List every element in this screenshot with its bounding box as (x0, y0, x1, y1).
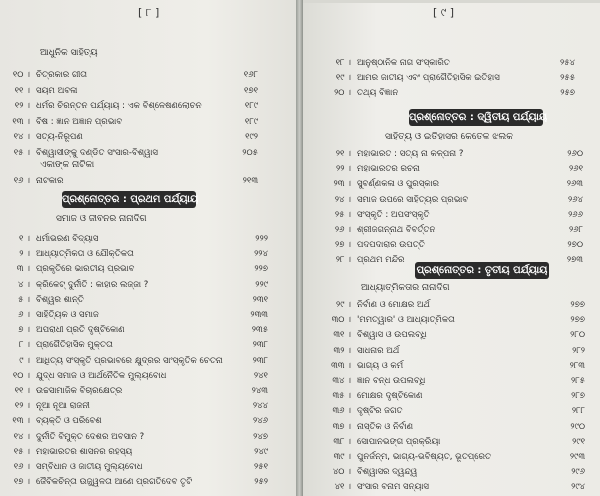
right-banner-1: ପ୍ରଶ୍ନୋତ୍ତର : ଦ୍ୱିତୀୟ ପର୍ଯ୍ୟାୟ (409, 109, 543, 126)
toc-entry-number: ୪୦ । (332, 467, 351, 478)
toc-entry-number: ୨୪ । (334, 194, 351, 205)
toc-entry-title: ଯୁଦ୍ଧ ସମାଜ ଓ ଆର୍ଥନୈତିକ ମୁଲ୍ୟବୋଧ (36, 370, 167, 381)
toc-entry-number: ୧୬ । (13, 176, 30, 186)
book-gutter (296, 0, 303, 496)
toc-entry (323, 208, 583, 222)
toc-entry-title: ନିର୍ବାଣ ଓ ମୋକ୍ଷର ଅର୍ଥ (357, 300, 430, 310)
toc-entry-number: ୩୬ । (332, 406, 351, 417)
toc-entry-title: ଜ୍ଞାନ ବନ୍ଧ ଉପଲବ୍ଧି (357, 376, 426, 386)
toc-entry (323, 480, 585, 494)
toc-entry-title: 'ମମତ୍ୱାର' ଓ ଆଧ୍ୟାତ୍ମିକତା (357, 315, 455, 326)
toc-entry (323, 344, 585, 358)
toc-entry-page: ୨୩୮ (252, 355, 268, 366)
toc-entry-page: ୨୭୩ (566, 255, 583, 266)
toc-entry-title: ମହାଭାରତର ଶାସନର ରହସ୍ୟ (36, 446, 133, 457)
toc-entry-number: ୩୯ । (333, 452, 351, 462)
toc-entry-page: ୧୮୯ (244, 116, 258, 127)
toc-entry-title: ସୋପାନଭଙ୍ଗ ପ୍ରକ୍ରିୟା (357, 436, 441, 447)
toc-entry-page: ୨୯୧ (572, 436, 585, 447)
toc-entry-page: ୨୪୪ (252, 401, 268, 412)
toc-entry-title: ପଦପଦାରାର ଉପତ୍ତି (357, 240, 425, 251)
toc-entry (2, 308, 268, 322)
toc-entry (2, 323, 268, 337)
toc-entry-page: ୨୪୧ (253, 370, 268, 381)
toc-entry (2, 460, 268, 474)
right-section-heading-2: ଆଧ୍ୟାତ୍ମିକତାର ନାନାଦିଗ (361, 283, 450, 293)
toc-entry-page: ୨୪୯ (254, 446, 268, 457)
left-section-heading-3: ସମାଜ ଓ ଜୀବନର ନାନାଦିଗ (56, 214, 147, 224)
toc-entry-title: ସତ୍ୟ-ନିରୂପଣ (36, 132, 83, 143)
toc-entry-number: ୩୧ । (333, 330, 351, 341)
toc-entry-number: ୨ । (19, 249, 30, 260)
toc-entry-title: ଆଧ୍ୟାତ୍ମିକତା ଓ ଯୌକ୍ତିକତା (36, 249, 134, 260)
toc-entry (2, 232, 268, 246)
toc-entry-number: ୧୬ । (13, 462, 30, 472)
toc-entry (2, 262, 268, 276)
toc-entry-number: ୨୯ । (336, 300, 351, 310)
toc-entry-number: ୨୭ । (335, 240, 351, 251)
toc-entry-page: ୨୭୭ (570, 315, 585, 326)
toc-entry-page: ୨୮୫ (571, 376, 585, 386)
toc-entry-number: ୨୮ । (335, 255, 351, 266)
toc-entry-title: ବିଶ୍ୱାସୀଙ୍କୁ ଦଣ୍ଡିତ ସଂସାର-ବିଶ୍ୱାସ (36, 148, 158, 158)
toc-entry-number: ୩୭ । (332, 421, 351, 432)
toc-entry (323, 238, 583, 252)
toc-entry-title: ନାଟକାର (36, 176, 64, 186)
toc-entry (323, 223, 583, 237)
toc-entry-page: ୨୮୦ (570, 330, 585, 341)
toc-entry (2, 445, 268, 459)
toc-entry-page: ୨୬୧ (569, 164, 583, 175)
toc-entry (323, 435, 585, 449)
toc-entry-title: ଆନୁଷ୍ଠାନିକ ନାଗ ସଂସ୍କାରିତ (357, 58, 450, 68)
toc-entry (323, 404, 585, 418)
toc-entry-title: ଜୈବିକଚିନ୍ତା ଉଜ୍ଜ୍ୱଳତା ଆଣେ ପ୍ରଗତିଦେବ ତୃଟି (36, 477, 193, 488)
toc-entry-page: ୨୭୭ (570, 300, 585, 310)
toc-entry (323, 450, 585, 464)
toc-entry-title: ସଂସ୍କୃତି : ଅପସଂସ୍କୃତି (357, 209, 430, 220)
toc-entry-title: ଶ୍ରୀଜଗନ୍ନାଥ ବିବର୍ତ୍ତନ (357, 225, 436, 235)
toc-entry-number: ୩ । (16, 264, 30, 275)
toc-entry (323, 177, 583, 191)
toc-entry-page: ୨୯୩ (569, 452, 585, 462)
toc-entry-page: ୨୯୦ (570, 421, 585, 432)
toc-entry-number: ୩୨ । (333, 345, 351, 356)
toc-entry-page: ୨୮୩ (569, 360, 585, 371)
toc-entry-page: ୨୬୬ (568, 209, 583, 220)
toc-entry-number: ୧୦ । (12, 70, 30, 80)
toc-entry-number: ୧୫ । (13, 148, 30, 158)
toc-entry (2, 130, 258, 144)
toc-entry (323, 389, 585, 403)
toc-entry-page: ୨୭୦ (567, 240, 583, 251)
toc-entry-title: ତଥ୍ୟ ବିଜ୍ଞାନ (357, 88, 399, 99)
toc-entry-page: ୧୮୯ (244, 101, 258, 112)
toc-entry-number: ୩୮ । (333, 436, 351, 447)
toc-entry-page: ୨୫୭ (560, 88, 575, 99)
right-banner-2: ପ୍ରଶ୍ନୋତ୍ତର : ତୃତୀୟ ପର୍ଯ୍ୟାୟ (415, 262, 549, 279)
toc-entry-number: ୨୩ । (333, 179, 351, 190)
toc-entry-number: ୩୪ । (332, 376, 351, 386)
toc-entry-number: ୧୩ । (12, 116, 30, 127)
toc-entry-number: ୨୨ । (336, 164, 351, 175)
toc-entry (323, 328, 585, 342)
toc-entry-number: ୮ । (19, 340, 30, 351)
toc-entry-number: ୨୬ । (334, 225, 351, 235)
toc-entry-title: ଆଧିତ୍ୟ ସଂସ୍କୃତି ପ୍ରଭାବରେ କ୍ଷୁଦ୍ରର ସାଂସ୍କୃତିକ ଚେତନା (36, 355, 223, 366)
toc-entry-page: ୨୨୭ (254, 264, 268, 275)
toc-entry-page: ୧୯୨ (245, 132, 258, 143)
toc-entry-title: ବିଶ୍ୱର ଶାନ୍ତି (36, 294, 84, 305)
toc-entry-number: ୧୨ । (14, 401, 30, 412)
toc-entry-title: ଆମର ଜାତୀୟ ଏବଂ ପ୍ରାଗୈତିହାସିକ ଇତିହାସ (357, 73, 500, 84)
toc-entry-page: ୨୫୪ (560, 58, 575, 68)
toc-entry-title: ମହାଭାରତ : ସତ୍ୟ ନା କଳ୍ପନା ? (357, 149, 464, 159)
toc-entry (323, 465, 585, 479)
toc-entry (2, 99, 258, 113)
toc-entry-title: ବିଷ : ଜ୍ଞାନ ଅଜ୍ଞାନ ପ୍ରଭାବ (36, 116, 123, 127)
toc-entry-number: ୩୦ । (331, 315, 351, 326)
toc-entry (2, 338, 268, 352)
toc-entry (323, 313, 585, 327)
toc-entry-number: ୫ । (18, 294, 30, 305)
toc-entry (323, 359, 585, 373)
toc-entry-number: ୧୫ । (13, 446, 30, 457)
left-page (0, 0, 296, 496)
toc-entry (2, 174, 258, 188)
toc-entry-page: ୨୩୮ (252, 340, 268, 351)
toc-entry-number: ୪୧ । (334, 482, 351, 493)
right-page (303, 0, 600, 496)
toc-entry-page: ୨୯୬ (571, 467, 585, 478)
toc-entry-page: ୨୫୫ (560, 73, 575, 84)
toc-entry (2, 115, 258, 129)
toc-entry-page: ୨୬୪ (567, 194, 583, 205)
toc-entry-number: ୧୨ । (14, 101, 30, 112)
toc-entry-page: ୨୩୧ (252, 294, 268, 305)
toc-entry-title: ମହାଭାରତର ରଚନା (357, 164, 420, 175)
toc-entry-title: ଧର୍ମାଭରଣ ବିଦ୍ୟାସ (36, 234, 99, 244)
toc-entry-number: ୬ । (18, 310, 30, 320)
toc-entry-number: ୧୭ । (13, 477, 30, 488)
toc-entry-page: ୨୧୩ (242, 176, 258, 186)
toc-entry-title: ବିଶ୍ୱାସର ଦ୍ୱନ୍ଦ୍ୱ (357, 467, 418, 478)
toc-entry-number: ୧୧ । (14, 386, 30, 396)
toc-entry-number: ୧୪ । (13, 132, 30, 143)
toc-entry-number: ୯ । (19, 355, 30, 366)
toc-entry-page: ୨୮୨ (572, 345, 585, 356)
toc-entry (323, 56, 575, 70)
toc-entry-number: ୧୪ । (13, 431, 30, 442)
toc-entry-number: ୭ । (18, 325, 30, 336)
toc-entry-page: ୨୨୯ (255, 279, 268, 290)
toc-entry-number: ୨୧ । (335, 149, 351, 159)
toc-entry-number: ୨୫ । (334, 209, 351, 220)
toc-entry-title: ବ୍ୟକ୍ତି ଓ ପରିବେଶ (36, 416, 102, 427)
left-section-heading-1: ଆଧୁନିକ ସାହିତ୍ୟ (40, 48, 98, 58)
toc-entry-number: ୧ । (19, 234, 30, 244)
toc-entry-number: ୩୩ । (331, 360, 351, 371)
toc-entry (323, 162, 583, 176)
toc-entry (323, 420, 585, 434)
toc-entry (323, 86, 575, 100)
right-page-number: [ ୯ ] (433, 6, 455, 19)
toc-entry (323, 374, 585, 388)
toc-entry (323, 193, 583, 207)
toc-entry (2, 414, 268, 428)
toc-entry-number: ୧୧ । (14, 85, 30, 96)
toc-entry-page: ୨୪୭ (253, 431, 268, 442)
toc-entry-page: ୨୬୦ (567, 149, 583, 159)
toc-entry (2, 399, 268, 413)
left-section-heading-2: ଏକାଙ୍କ ନାଟିକା (40, 160, 95, 170)
toc-entry-title: ଧର୍ମର ଚିରନ୍ତନ ପର୍ଯ୍ୟାୟ : ଏକ ବିଶ୍ଳେଷଣଲୋଚନ (36, 101, 202, 112)
toc-entry-title: ମୋକ୍ଷର ଦୃଷ୍ଟିକୋଣ (357, 391, 423, 402)
toc-entry-page: ୧୭୧ (243, 85, 258, 96)
right-section-heading-1: ସାହିତ୍ୟ ଓ ଇତିହାସର କେତେକ ଝଲକ (385, 132, 513, 142)
toc-entry-page: ୨୫୨ (254, 477, 268, 488)
toc-entry (323, 147, 583, 161)
toc-entry-title: ନାସ୍ତିକ ଓ ନିର୍ବାଣ (357, 421, 413, 432)
toc-entry-page: ୨୬୮ (568, 225, 583, 235)
toc-entry-title: ସମାଜ ଉପରେ ସାହିତ୍ୟର ପ୍ରଭାବ (357, 194, 469, 205)
left-banner: ପ୍ରଶ୍ନୋତ୍ତର : ପ୍ରଥମ ପର୍ଯ୍ୟାୟ (62, 191, 196, 208)
toc-entry-page: ୨୩୫ (251, 325, 268, 336)
toc-entry-title: ପ୍ରାଗୈତିହାସିକ ମୁକ୍ତତା (36, 340, 113, 351)
toc-entry (2, 68, 258, 82)
toc-entry (2, 84, 258, 98)
toc-entry-page: ୨୪୩ (251, 386, 268, 396)
toc-entry-page: ୨୪୬ (252, 416, 268, 427)
toc-entry-title: ସୟମ ଅବଳା (36, 85, 78, 96)
toc-entry-title: ପ୍ରଥମ ମନ୍ଦିର (357, 255, 405, 266)
toc-entry-number: ୧୮ । (335, 58, 351, 68)
toc-entry (2, 354, 268, 368)
toc-entry (323, 298, 585, 312)
toc-entry (2, 384, 268, 398)
toc-entry-title: ଦୁର୍ନୀତି ବିମୁକ୍ତ ଦେଶର ଅବସାନ ? (36, 431, 145, 442)
toc-entry-title: ପ୍ରକୃତିରେ ଭାରତୀୟ ପ୍ରଭାବ (36, 264, 135, 275)
toc-entry-number: ୩୫ । (332, 391, 351, 402)
toc-entry-page: ୨୫୧ (254, 462, 268, 472)
toc-entry-title: ସାହିତ୍ୟିକ ଓ ସମାଜ (36, 310, 99, 320)
toc-entry-title: ସଂସାର ବନାମ ସନ୍ୟାସ (357, 482, 429, 493)
toc-entry-title: ସୁବର୍ଣ୍ଣକଳା ଓ ପୁରସ୍କାର (357, 179, 439, 190)
left-page-number: [ ୮ ] (138, 6, 160, 19)
toc-entry-title: ଭାଗ୍ୟ ଓ କର୍ମ (357, 360, 404, 371)
toc-entry-page: ୨୨୪ (254, 249, 268, 260)
toc-entry-number: ୧୦ । (12, 370, 30, 381)
top-edge (303, 0, 600, 3)
toc-entry-title: ଅପରାଧୀ ପ୍ରତି ଦୃଷ୍ଟିକୋଣ (36, 325, 125, 336)
toc-entry (2, 430, 268, 444)
toc-entry-page: ୨୬୩ (566, 179, 583, 190)
toc-entry-number: ୧୯ । (335, 73, 351, 84)
toc-entry-title: ନୂଆ ନୂଆ ରାଜନୀ (36, 401, 90, 412)
toc-entry (2, 278, 268, 292)
toc-entry-title: ଉଚ୍ଚସାମାଜିକ ବିଚାରକ୍ଷେତ୍ର (36, 386, 123, 396)
toc-entry (2, 369, 268, 383)
toc-entry (2, 247, 268, 261)
toc-entry-title: ଦୃଷ୍ଟିର ଜଗତ (357, 406, 403, 417)
toc-entry-page: ୨୮୭ (571, 391, 585, 402)
toc-entry-title: ଚିତ୍ରକାର ଗୀତା (36, 70, 88, 80)
toc-entry-page: ୧୬୮ (243, 70, 258, 80)
toc-entry (323, 71, 575, 85)
toc-entry (2, 293, 268, 307)
toc-entry-page: ୨୯୪ (571, 482, 585, 493)
toc-entry (2, 475, 268, 489)
toc-entry-number: ୧୩ । (12, 416, 30, 427)
toc-entry-page: ୨୨୨ (255, 234, 268, 244)
toc-entry-title: ସମ୍ବିଧାନ ଓ ଜାତୀୟ ମୁଲ୍ୟବୋଧ (36, 462, 143, 472)
toc-entry-title: ପୁନର୍ଜନ୍ମ, ଭାଗ୍ୟ-ଭବିଷ୍ୟତ, ଭୂତପ୍ରେତ (357, 452, 492, 462)
toc-entry-title: ବିଶ୍ୱାସ ଓ ଉପଲବ୍ଧି (357, 330, 427, 341)
toc-entry-number: ୪ । (18, 279, 30, 290)
toc-entry-page: ୨୦୫ (242, 148, 258, 158)
toc-entry-number: ୨୦ । (334, 88, 351, 99)
toc-entry-page: ୨୮୮ (571, 406, 585, 417)
toc-entry-title: ସାଧନାର ଅର୍ଥ (357, 345, 400, 356)
toc-entry-page: ୨୩୩ (250, 310, 268, 320)
toc-entry-title: କ୍ରିକେଟ୍ ଦୁର୍ନୀତି : କାହାର ଲଜ୍ଜା ? (36, 279, 149, 290)
